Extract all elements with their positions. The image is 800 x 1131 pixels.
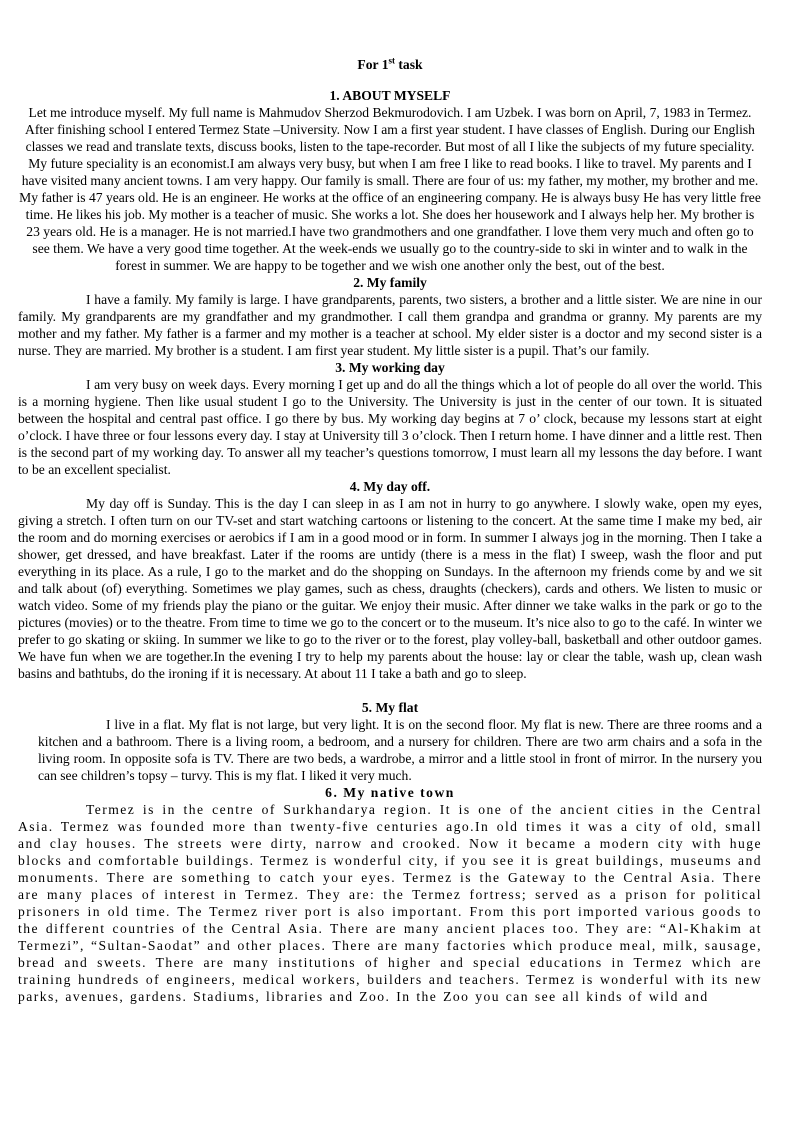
section-spacer [18,682,762,699]
section-text-native-town: Termez is in the centre of Surkhandarya region. It is one of the ancient cities in the Central Asia. Termez was founded more than twenty-five centuries ago.In old times it was a city of old, small and clay houses. The streets were dirty, narrow and crooked. Now it became a modern city with huge blocks and comfortable buildings. Termez is wonderful city, if you see it is great buildings, museums and monuments. There are something to catch your eyes. Termez is the Gateway to the Central Asia. There are many places of interest in Termez. They are: the Termez fortress; served as a prison for political prisoners in old time. The Termez river port is also important. From this port imported various goods to the different countries of the Central Asia. There are many ancient places too. They are: “Al-Khakim at Termezi”, “Sultan-Saodat” and other places. There are many factories which produce meal, milk, sausage, bread and sweets. There are many institutions of higher and special educations in Termez which are training hundreds of engineers, medical workers, builders and teachers. Termez is wonderful with its new parks, avenues, gardens. Stadiums, libraries and Zoo. In the Zoo you can see all kinds of wild and [18,802,762,1004]
section-heading-my-flat: 5. My flat [361,700,419,715]
section-text-working-day: I am very busy on week days. Every morning I get up and do all the things which a lot of people do all over the world. This is a morning hygiene. Then like usual student I go to the University. The University is just in the center of our town. It is situated between the hospital and central past office. I go there by bus. My working day begins at 7 o’ clock, because my lessons start at eight o’clock. I have three or four lessons every day. I stay at University till 3 o’clock. Then I return home. I have dinner and a little rest. Then is the second part of my working day. To answer all my teacher’s questions tomorrow, I must learn all my lessons the day before. I want to be an excellent specialist. [18,377,762,477]
section-text-my-family: I have a family. My family is large. I have grandparents, parents, two sisters, a brother and a little sister. We are nine in our family. My grandparents are my grandfather and my grandmother. I call them grandpa and grandma or granny. My parents are my mother and my father. My father is a farmer and my mother is a teacher at school. My elder sister is a doctor and my second sister is a nurse. They are married. My brother is a student. I am first year student. My little sister is a pupil. That’s our family. [18,292,762,358]
document-title [18,56,762,73]
section-heading-about-myself: 1. ABOUT MYSELF [329,88,451,103]
section-heading-native-town: 6. My native town [325,785,455,800]
title-prefix: For 1 [357,57,389,72]
title-superscript: st [388,55,395,66]
title-suffix: task [395,57,423,72]
section-text-about-myself: Let me introduce myself. My full name is Mahmudov Sherzod Bekmurodovich. I am Uzbek. I was born on April, 7, 1983 in Termez. After finishing school I entered Termez State –University. Now I am a first year student. I have classes of English. During our English classes we read and translate texts, discuss books, listen to the tape-recorder. But most of all I like the subjects of my future speciality. My future speciality is an economist.I am always very busy, but when I am free I like to read books. I like to travel. My parents and I have visited many ancient towns. I am very happy. Our family is small. There are four of us: my father, my mother, my brother and me. My father is 47 years old. He is an engineer. He works at the office of an engineering company. He is always busy He has very little free time. He likes his job. My mother is a teacher of music. She works a lot. She does her housework and I always help her. My brother is 23 years old. He is a manager. He is not married.I have two grandmothers and one grandfather. I love them very much and often go to see them. We have a very good time together. At the week-ends we usually go to the country-side to ski in winter and to walk in the forest in summer. We are happy to be together and we wish one another only the best, out of the best. [19,105,761,273]
section-heading-working-day: 3. My working day [335,360,445,375]
section-text-day-off: My day off is Sunday. This is the day I can sleep in as I am not in hurry to go anywhere. I slowly wake, open my eyes, giving a stretch. I often turn on our TV-set and start watching cartoons or listening to the concert. At the same time I make my bed, air the room and do morning exercises or aerobics if I am in a good mood or in form. In summer I always jog in the morning. Then I take a shower, get dressed, and have breakfast. Later if the rooms are untidy (there is a mess in the flat) I sweep, wash the floor and put everything in its place. As a rule, I go to the market and do the shopping on Sundays. In the afternoon my friends come by and we sit and talk about (of) everything. Sometimes we play games, such as chess, draughts (checkers), cards and others. We listen to music or watch video. Some of my friends play the piano or the guitar. We enjoy their music. After dinner we take walks in the park or go to the pictures (movies) or to the theatre. From time to time we go to the concert or to the museum. It’s nice also to go to the café. In winter we prefer to go skating or skiing. In summer we like to go to the river or to the forest, play volley-ball, basketball and other outdoor games. We have fun when we are together.In the evening I try to help my parents about the house: lay or clear the table, wash up, clean wash basins and bathtubs, do the ironing if it is necessary. At about 11 I take a bath and go to sleep. [18,496,762,681]
section-heading-my-family: 2. My family [353,275,427,290]
section-text-my-flat: I live in a flat. My flat is not large, but very light. It is on the second floor. My flat is new. There are three rooms and a kitchen and a bathroom. There is a living room, a bedroom, and a nursery for children. There are two arm chairs and a sofa in the living room. In opposite sofa is TV. There are two beds, a wardrobe, a mirror and a little stool in front of mirror. In the nursery you can see children’s topsy – turvy. This is my flat. I liked it very much. [38,717,762,783]
section-heading-day-off: 4. My day off. [349,479,431,494]
